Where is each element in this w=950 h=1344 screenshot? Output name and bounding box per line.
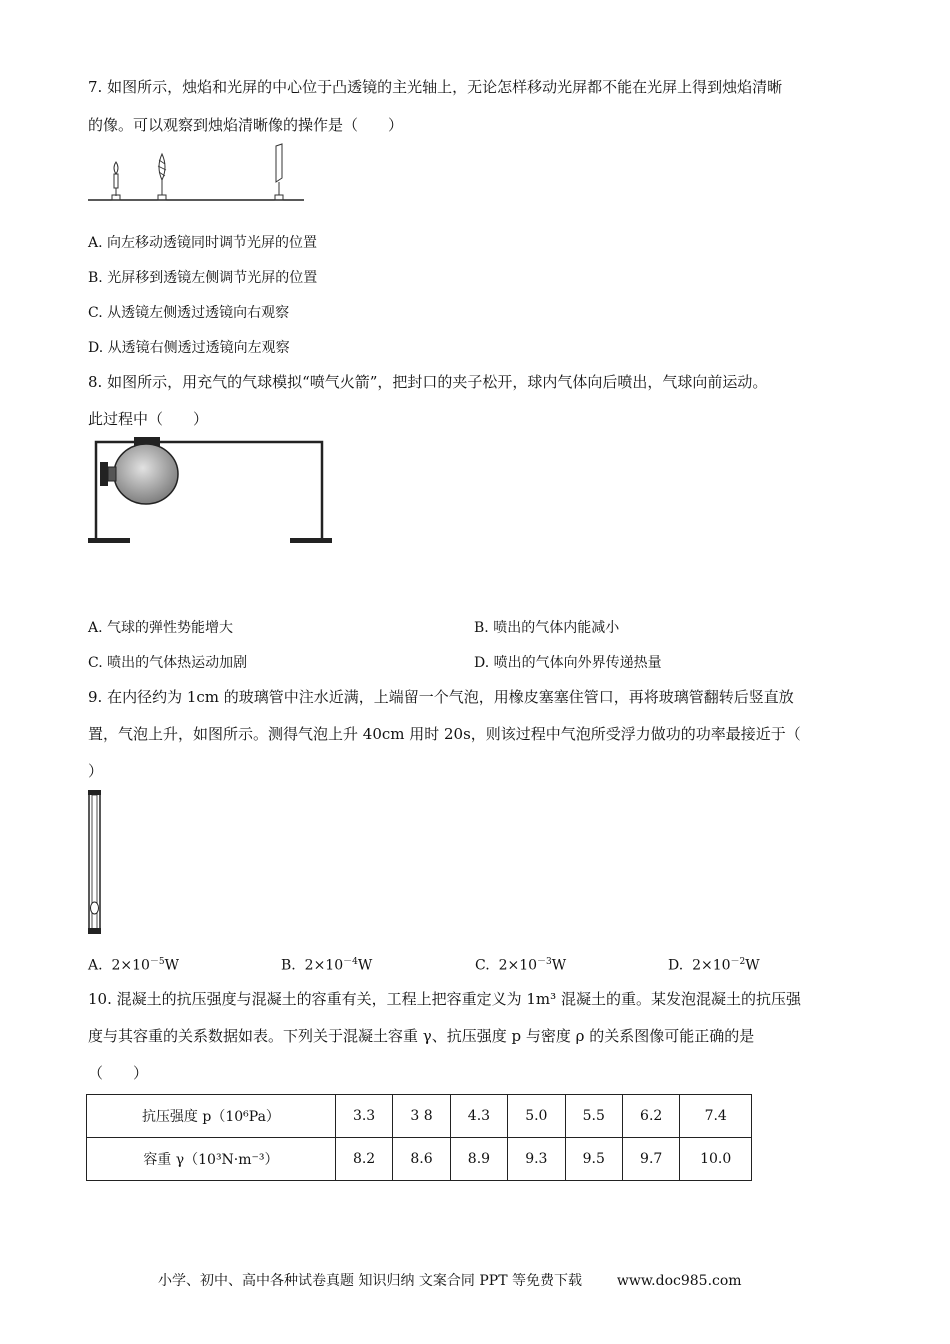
table-cell: 9.3 xyxy=(508,1138,565,1181)
table-cell: 3.3 xyxy=(335,1095,392,1138)
table-row xyxy=(87,1095,752,1138)
q9-stem-line2: 置，气泡上升，如图所示。测得气泡上升 40cm 用时 20s，则该过程中气泡所受浮力做功的功率最接近于（ xyxy=(88,725,801,743)
footer-text: 小学、初中、高中各种试卷真题 知识归纳 文案合同 PPT 等免费下载 xyxy=(158,1273,582,1289)
table-cell: 9.5 xyxy=(565,1138,622,1181)
q8-option-d: D. 喷出的气体向外界传递热量 xyxy=(474,655,662,671)
clip-icon xyxy=(100,462,108,486)
table-cell: 5.5 xyxy=(565,1095,622,1138)
strength-weight-table xyxy=(86,1094,752,1181)
table-cell: 8.2 xyxy=(335,1138,392,1181)
q9-stem-line1: 9. 在内径约为 1cm 的玻璃管中注水近满，上端留一个气泡，用橡皮塞塞住管口，再将玻璃管翻转后竖直放 xyxy=(88,688,794,706)
q7-option-c: C. 从透镜左侧透过透镜向右观察 xyxy=(88,305,290,321)
q8-option-a: A. 气球的弹性势能增大 xyxy=(88,620,234,636)
q10-stem-line1: 10. 混凝土的抗压强度与混凝土的容重有关，工程上把容重定义为 1m³ 混凝土的重。某发泡混凝土的抗压强 xyxy=(88,990,801,1008)
table-cell: 3 8 xyxy=(393,1095,450,1138)
balloon-icon xyxy=(114,444,178,504)
table-row xyxy=(87,1138,752,1181)
table-cell: 5.0 xyxy=(508,1095,565,1138)
q9-option-b: B. $2\times 10^{-4}W$ xyxy=(281,957,373,974)
glass-tube-figure xyxy=(84,790,106,936)
q7-option-b: B. 光屏移到透镜左侧调节光屏的位置 xyxy=(88,270,318,286)
q9-stem-line3: ） xyxy=(88,762,104,780)
q7-option-a: A. 向左移动透镜同时调节光屏的位置 xyxy=(88,235,318,251)
q10-stem-line2: 度与其容重的关系数据如表。下列关于混凝土容重 γ、抗压强度 p 与密度 ρ 的关系图像可能正确的是 xyxy=(88,1027,755,1045)
q7-stem-line2: 的像。可以观察到烛焰清晰像的操作是（ ） xyxy=(88,116,404,134)
q7-stem-line1: 7. 如图所示，烛焰和光屏的中心位于凸透镜的主光轴上，无论怎样移动光屏都不能在光屏上得到烛焰清晰 xyxy=(88,78,783,96)
table-cell: 8.6 xyxy=(393,1138,450,1181)
candle-icon xyxy=(112,162,120,200)
table-cell: 4.3 xyxy=(450,1095,507,1138)
q7-option-d: D. 从透镜右侧透过透镜向左观察 xyxy=(88,340,290,356)
q8-stem-line2: 此过程中（ ） xyxy=(88,410,209,428)
q8-option-c: C. 喷出的气体热运动加剧 xyxy=(88,655,248,671)
table-cell: 7.4 xyxy=(680,1095,752,1138)
table-header-unit-weight: 容重 γ（10³N·m⁻³） xyxy=(87,1138,336,1181)
table-cell: 6.2 xyxy=(622,1095,679,1138)
q9-option-a: A. $2\times 10^{-5}W$ xyxy=(88,957,180,974)
table-cell: 10.0 xyxy=(680,1138,752,1181)
table-header-strength: 抗压强度 p（10⁶Pa） xyxy=(87,1095,336,1138)
balloon-rocket-figure xyxy=(86,434,336,550)
q8-stem-line1: 8. 如图所示，用充气的气球模拟“喷气火箭”，把封口的夹子松开，球内气体向后喷出，气球向前运动。 xyxy=(88,373,768,391)
table-cell: 8.9 xyxy=(450,1138,507,1181)
footer xyxy=(158,1270,742,1290)
q8-option-b: B. 喷出的气体内能减小 xyxy=(474,620,620,636)
rubber-stopper-icon xyxy=(88,790,101,795)
q9-option-d: D. $2\times 10^{-2}W$ xyxy=(668,957,760,974)
table-cell: 9.7 xyxy=(622,1138,679,1181)
convex-lens-icon xyxy=(158,154,166,200)
air-bubble-icon xyxy=(91,902,99,914)
footer-link[interactable]: www.doc985.com xyxy=(616,1273,742,1289)
q9-option-c: C. $2\times 10^{-3}W$ xyxy=(475,957,567,974)
q10-stem-line3: （ ） xyxy=(88,1064,149,1082)
optics-bench-figure xyxy=(86,140,308,206)
light-screen-icon xyxy=(275,144,283,200)
